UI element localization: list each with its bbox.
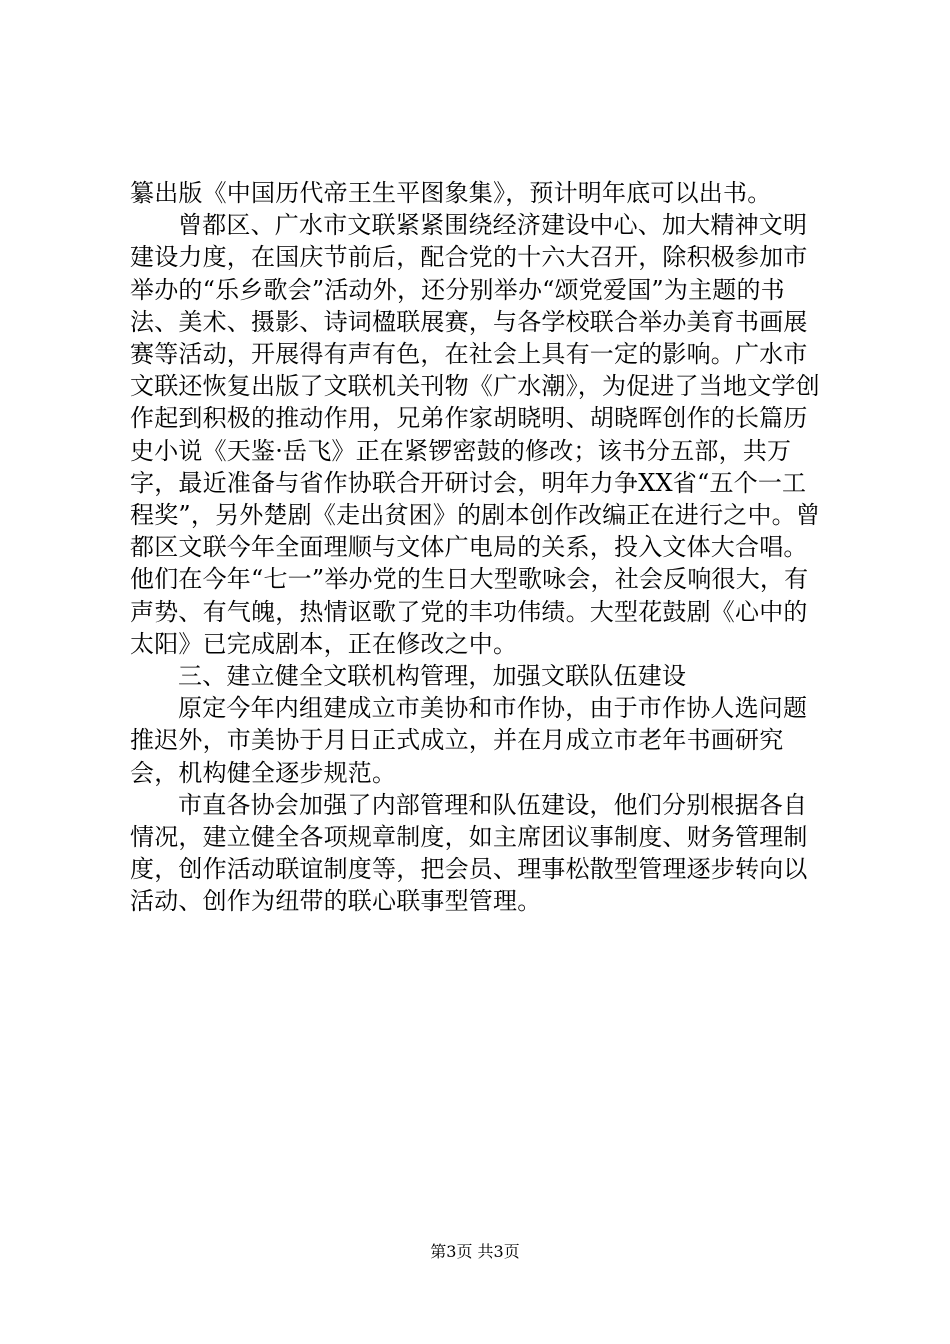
section-heading-three: 三、建立健全文联机构管理，加强文联队伍建设 xyxy=(178,662,687,691)
paragraph-district-activities: 曾都区、广水市文联紧紧围绕经济建设中心、加大精神文明建设力度，在国庆节前后，配合党的十六大召开，除积极参加市举办的“乐乡歌会”活动外，还分别举办“颂党爱国”为主题的书法、美术、摄影、诗词楹联展赛，与各学校联合举办美育书画展赛等活动，开展得有声有色，在社会上具有一定的影响。广水市文联还恢复出版了文联机关刊物《广水潮》，为促进了当地文学创作起到积极的推动作用，兄弟作家胡晓明、胡晓晖创作的长篇历史小说《天鉴·岳飞》正在紧锣密鼓的修改；该书分五部，共万字，最近准备与省作协联合开研讨会，明年力争XX省“五个一工程奖”，另外楚剧《走出贫困》的剧本创作改编正在进行之中。曾都区文联今年全面理顺与文体广电局的关系，投入文体大合唱。他们在今年“七一”举办党的生日大型歌咏会，社会反响很大，有声势、有气魄，热情讴歌了党的丰功伟绩。大型花鼓剧《心中的太阳》已完成剧本，正在修改之中。 xyxy=(130,211,821,658)
paragraph-internal-management: 市直各协会加强了内部管理和队伍建设，他们分别根据各自情况，建立健全各项规章制度，如主席团议事制度、财务管理制度，创作活动联谊制度等，把会员、理事松散型管理逐步转向以活动、创作为纽带的联心联事型管理。 xyxy=(130,790,808,916)
paragraph-continuation: 纂出版《中国历代帝王生平图象集》，预计明年底可以出书。 xyxy=(130,179,772,207)
paragraph-association-setup: 原定今年内组建成立市美协和市作协，由于市作协人选问题推迟外，市美协于月日正式成立，并在月成立市老年书画研究会，机构健全逐步规范。 xyxy=(130,694,808,787)
document-body xyxy=(130,177,830,918)
page-footer: 第3页 共3页 xyxy=(430,1242,520,1261)
